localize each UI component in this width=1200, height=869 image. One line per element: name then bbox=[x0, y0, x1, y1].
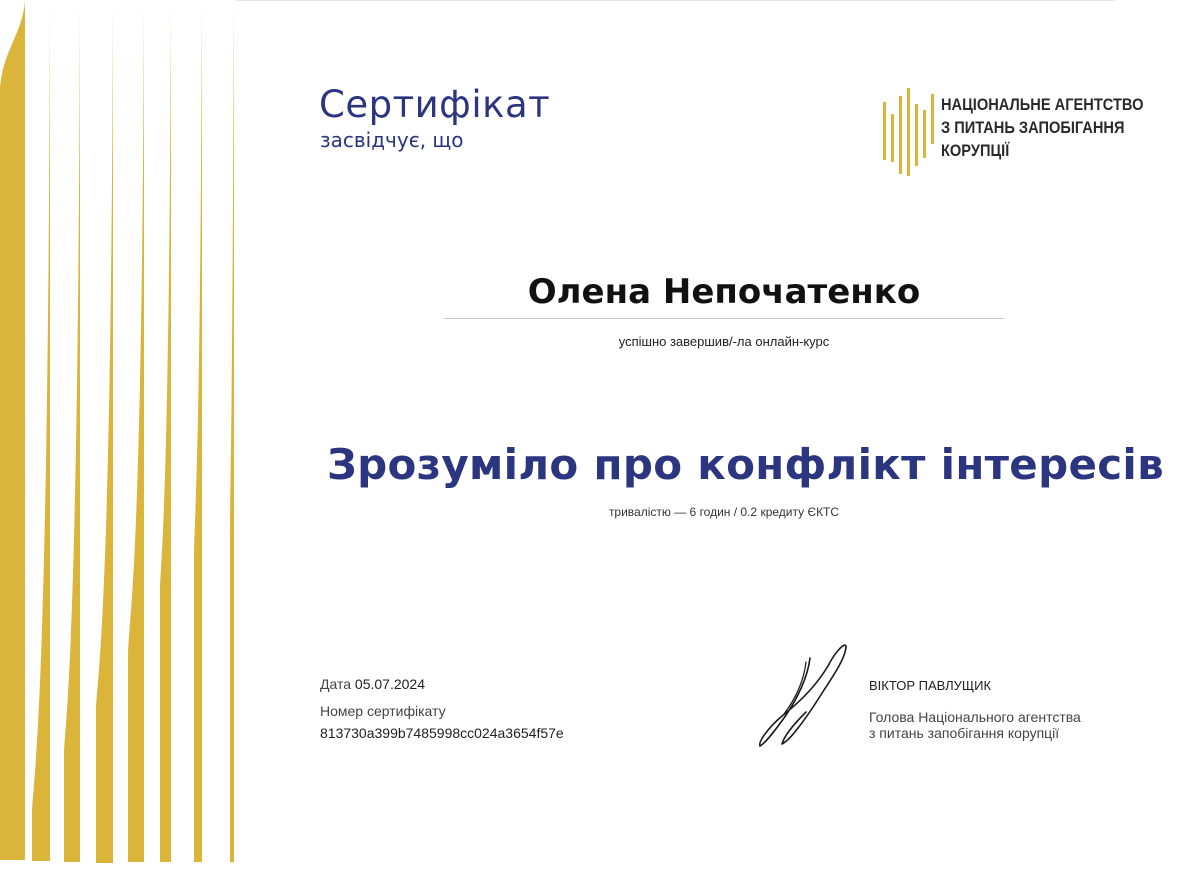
organization-name-line: НАЦІОНАЛЬНЕ АГЕНТСТВО bbox=[941, 95, 1144, 114]
organization-name-line: КОРУПЦІЇ bbox=[941, 141, 1010, 160]
issue-date-label: Дата bbox=[320, 676, 352, 692]
gold-stripe bbox=[194, 0, 202, 862]
gold-stripe bbox=[230, 0, 234, 862]
certificate-subtitle: засвідчує, що bbox=[320, 128, 464, 152]
signature-image bbox=[748, 632, 860, 754]
organization-name-line: З ПИТАНЬ ЗАПОБІГАННЯ bbox=[941, 118, 1125, 137]
name-underline bbox=[444, 318, 1004, 319]
course-duration: тривалістю — 6 годин / 0.2 кредиту ЄКТС bbox=[608, 505, 840, 519]
signatory-name: ВІКТОР ПАВЛУЩИК bbox=[869, 678, 992, 693]
gold-stripe bbox=[96, 0, 113, 863]
gold-stripe bbox=[0, 0, 25, 860]
top-border bbox=[235, 0, 1115, 1]
gold-stripe bbox=[160, 0, 171, 862]
signatory-title bbox=[869, 709, 1081, 741]
signatory-title-line: з питань запобігання корупції bbox=[869, 725, 1060, 741]
cert-number-value: 813730a399b7485998cc024a3654f57e bbox=[320, 725, 564, 741]
certificate-title: Сертифікат bbox=[319, 83, 551, 126]
gold-stripe bbox=[32, 0, 50, 861]
gold-stripe bbox=[64, 0, 80, 862]
gold-stripes-decoration bbox=[0, 0, 240, 869]
gold-stripe bbox=[128, 0, 144, 862]
issue-date bbox=[320, 676, 425, 692]
recipient-name: Олена Непочатенко bbox=[527, 272, 921, 312]
organization-name bbox=[941, 93, 1144, 162]
signatory-title-line: Голова Національного агентства bbox=[869, 709, 1081, 725]
issue-date-value: 05.07.2024 bbox=[354, 676, 425, 692]
course-title: Зрозуміло про конфлікт інтересів bbox=[327, 440, 1165, 489]
cert-number-label: Номер сертифікату bbox=[320, 703, 446, 719]
completed-text: успішно завершив/-ла онлайн-курс bbox=[618, 334, 830, 349]
